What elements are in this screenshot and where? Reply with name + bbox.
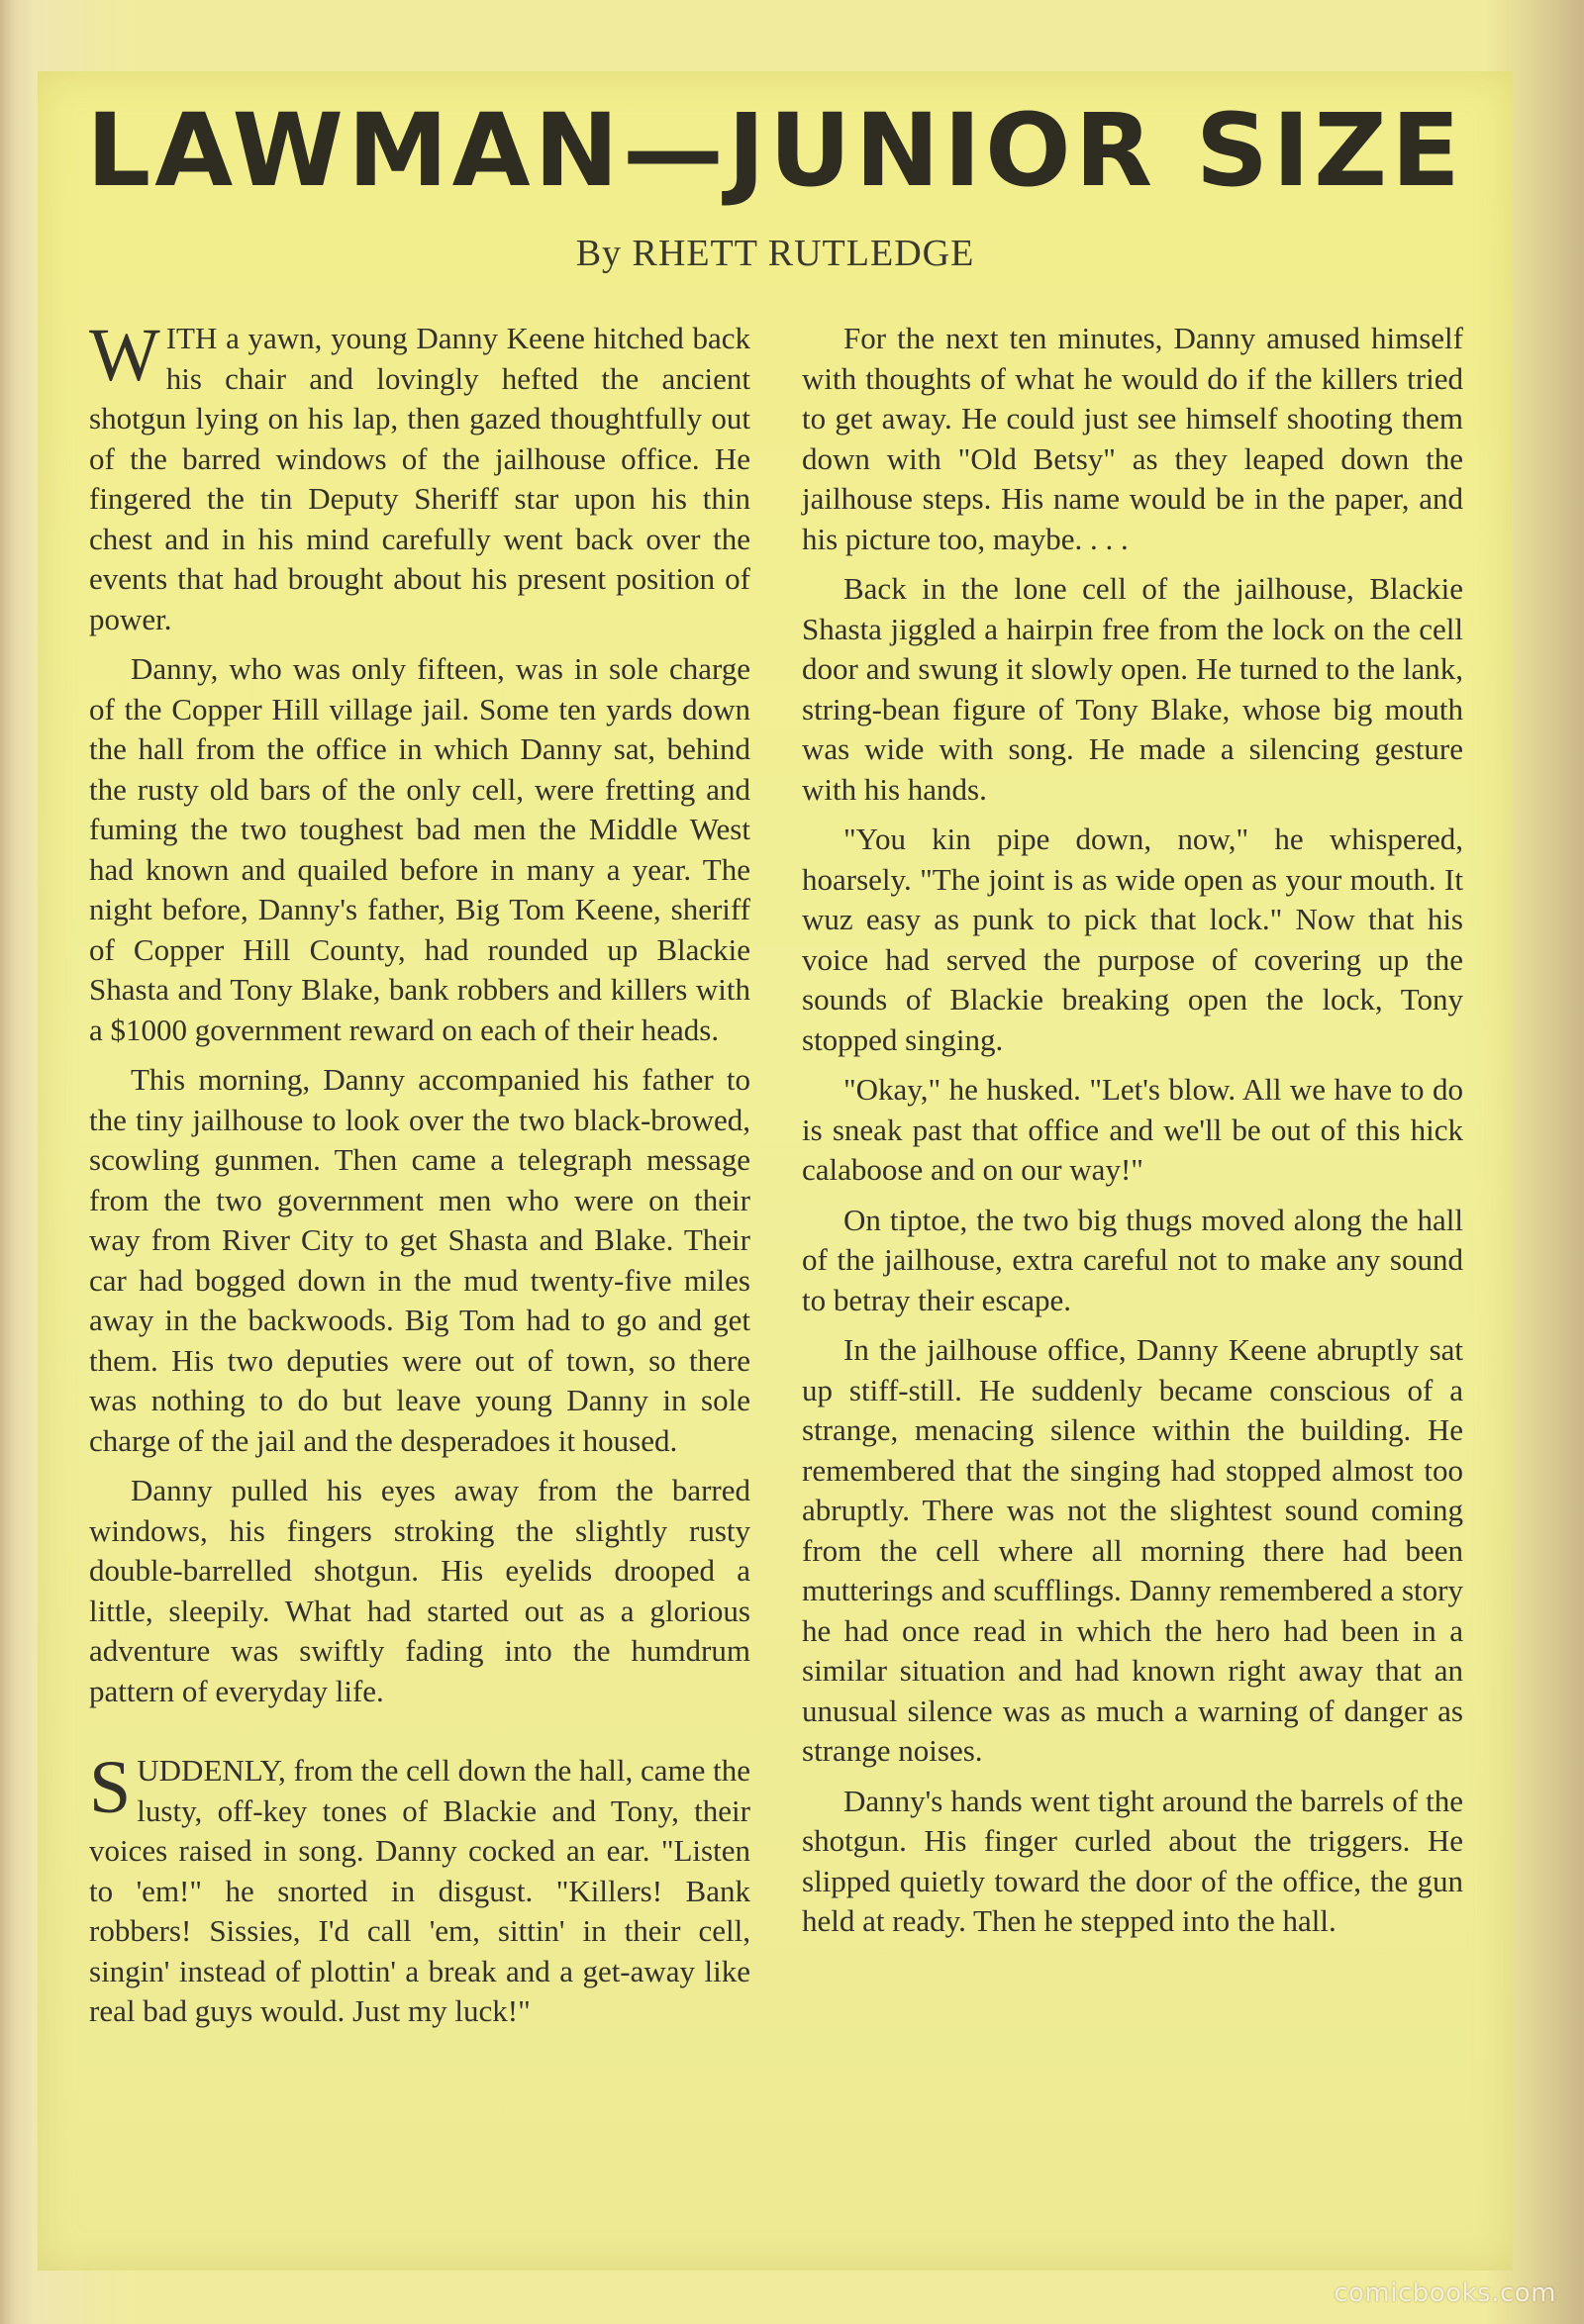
story-paragraph (89, 649, 750, 1050)
paragraph-text: "Okay," he husked. "Let's blow. All we have to do is sneak past that office and we'll be out of this hick calaboose and on our way!" (802, 1072, 1463, 1187)
story-paragraph (802, 1201, 1463, 1321)
paragraph-text: Danny pulled his eyes away from the barred windows, his fingers stroking the slightly rusty double-barrelled shotgun. His eyelids drooped a little, sleepily. What had started out as a glorious adventure was swiftly fading into the humdrum pattern of everyday life. (89, 1473, 750, 1708)
story-paragraph (802, 569, 1463, 810)
paragraph-text: Danny, who was only fifteen, was in sole charge of the Copper Hill village jail. Some ten yards down the hall from the office in which Danny sat, behind the rusty old bars of the only cell, were fretting and fuming the two toughest bad men the Middle West had known and quailed before in many a year. The night before, Danny's father, Big Tom Keene, sheriff of Copper Hill County, had rounded up Blackie Shasta and Tony Blake, bank robbers and killers with a $1000 government reward on each of their heads. (89, 651, 750, 1047)
story-paragraph (802, 1782, 1463, 1942)
story-paragraph (802, 1070, 1463, 1191)
story-paragraph (89, 1060, 750, 1461)
paragraph-text: Back in the lone cell of the jailhouse, Blackie Shasta jiggled a hairpin free from the lock on the cell door and swung it slowly open. He turned to the lank, string-bean figure of Tony Blake, whose big mouth was wide with song. He made a silencing gesture with his hands. (802, 571, 1463, 807)
paragraph-text: This morning, Danny accompanied his father to the tiny jailhouse to look over the two black-browed, scowling gunmen. Then came a telegraph message from the two government men who were on their way from River City to get Shasta and Blake. Their car had bogged down in the mud twenty-five miles away in the backwoods. Big Tom had to go and get them. His two deputies were out of town, so there was nothing to do but leave young Danny in sole charge of the jail and the desperadoes it housed. (89, 1062, 750, 1458)
story-paragraph (802, 1330, 1463, 1772)
byline: By RHETT RUTLEDGE (575, 233, 975, 274)
story-paragraph (89, 314, 750, 639)
paragraph-text: In the jailhouse office, Danny Keene abruptly sat up stiff-still. He suddenly became conscious of a strange, menacing silence within the building. He remembered that the singing had stopped almost too abruptly. There was not the slightest sound coming from the cell where all morning there had been mutterings and scufflings. Danny remembered a story he had once read in which the hero had been in a similar situation and had known right away that an unusual silence was as much a warning of danger as strange noises. (802, 1332, 1463, 1768)
drop-cap: S (89, 1746, 132, 1829)
story-paragraph (89, 1471, 750, 1711)
drop-cap: W (89, 314, 160, 397)
watermark: comicbooks.com (1334, 2278, 1556, 2308)
paragraph-text: For the next ten minutes, Danny amused himself with thoughts of what he would do if the killers tried to get away. He could just see himself shooting them down with "Old Betsy" as they leaped down the jailhouse steps. His name would be in the paper, and his picture too, maybe. . . . (802, 321, 1463, 556)
story-paragraph (802, 820, 1463, 1060)
story-paragraph (802, 319, 1463, 559)
story-page (38, 71, 1513, 2271)
paragraph-text: UDDENLY, from the cell down the hall, came the lusty, off-key tones of Blackie and Tony, their voices raised in song. Danny cocked an ear. "Listen to 'em!" he snorted in disgust. "Killers! Bank robbers! Sissies, I'd call 'em, sittin' in their cell, singin' instead of plottin' a break and a get-away like real bad guys would. Just my luck!" (89, 1753, 750, 2028)
paragraph-text: "You kin pipe down, now," he whispered, hoarsely. "The joint is as wide open as your mouth. It wuz easy as punk to pick that lock." Now that his voice had served the purpose of covering up the sounds of Blackie breaking open the lock, Tony stopped singing. (802, 822, 1463, 1057)
story-title: LAWMAN—JUNIOR SIZE (86, 92, 1464, 210)
story-body (89, 314, 1463, 2278)
paragraph-text: ITH a yawn, young Danny Keene hitched back his chair and lovingly hefted the ancient shotgun lying on his lap, then gazed thoughtfully out of the barred windows of the jailhouse office. He fingered the tin Deputy Sheriff star upon his thin chest and in his mind carefully went back over the events that had brought about his present position of power. (89, 321, 750, 636)
paragraph-text: Danny's hands went tight around the barrels of the shotgun. His finger curled about the triggers. He slipped quietly toward the door of the office, the gun held at ready. Then he stepped into the hall. (802, 1783, 1463, 1938)
paragraph-text: On tiptoe, the two big thugs moved along the hall of the jailhouse, extra careful not to make any sound to betray their escape. (802, 1202, 1463, 1317)
story-paragraph (89, 1746, 750, 2032)
